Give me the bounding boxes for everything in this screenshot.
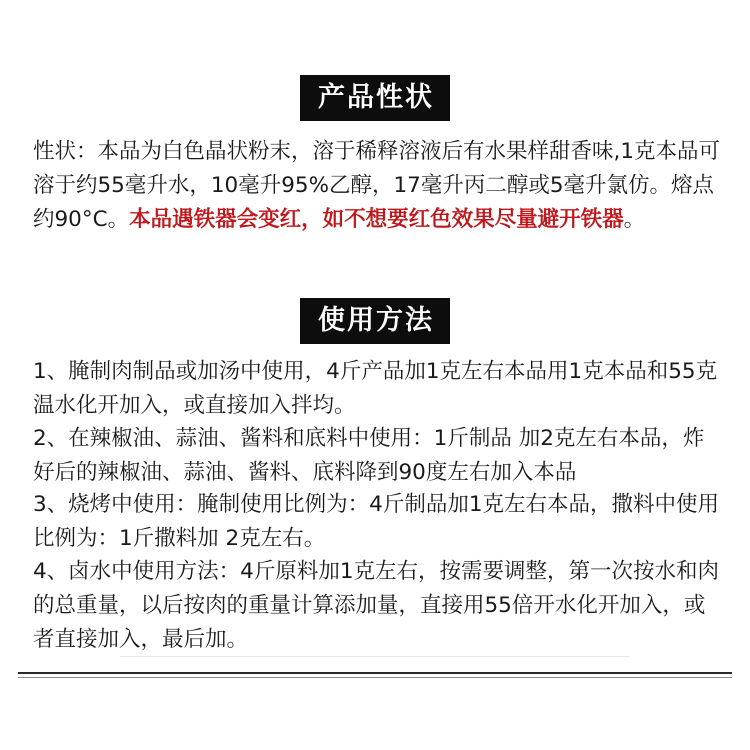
- iron-warning-text: 本品遇铁器会变红，如不想要红色效果尽量避开铁器: [129, 207, 624, 232]
- usage-method-heading-wrap: [0, 298, 750, 344]
- faint-divider: [120, 656, 630, 657]
- paragraph-end-mark: 。: [623, 207, 646, 232]
- bottom-divider-thin: [18, 677, 732, 678]
- usage-item-2: 2、在辣椒油、蒜油、酱料和底料中使用：1斤制品 加2克左右本品，炸好后的辣椒油、蒜油、酱料、底料降到90度左右加入本品: [33, 426, 705, 485]
- usage-method-heading: 使用方法: [300, 298, 450, 344]
- usage-item-1: 1、腌制肉制品或加汤中使用，4斤产品加1克左右本品用1克本品和55克温水化开加入，或直接加入拌均。: [33, 359, 718, 418]
- usage-item-4: 4、卤水中使用方法：4斤原料加1克左右，按需要调整，第一次按水和肉的总重量，以后按肉的重量计算添加量，直接用55倍开水化开加入，或者直接加入，最后加。: [33, 559, 720, 652]
- product-properties-heading: 产品性状: [300, 75, 450, 121]
- product-properties-paragraph: [33, 135, 723, 237]
- product-properties-heading-wrap: [0, 75, 750, 121]
- usage-item-3: 3、烧烤中使用：腌制使用比例为：4斤制品加1克左右本品，撒料中使用比例为：1斤撒料加 2克左右。: [33, 492, 720, 551]
- product-properties-text: 性状：本品为白色晶状粉末，溶于稀释溶液后有水果样甜香味,1克本品可溶于约55毫升水，10毫升95%乙醇，17毫升丙二醇或5毫升氯仿。熔点约90°C。: [33, 139, 721, 232]
- bottom-divider-thick: [18, 672, 732, 674]
